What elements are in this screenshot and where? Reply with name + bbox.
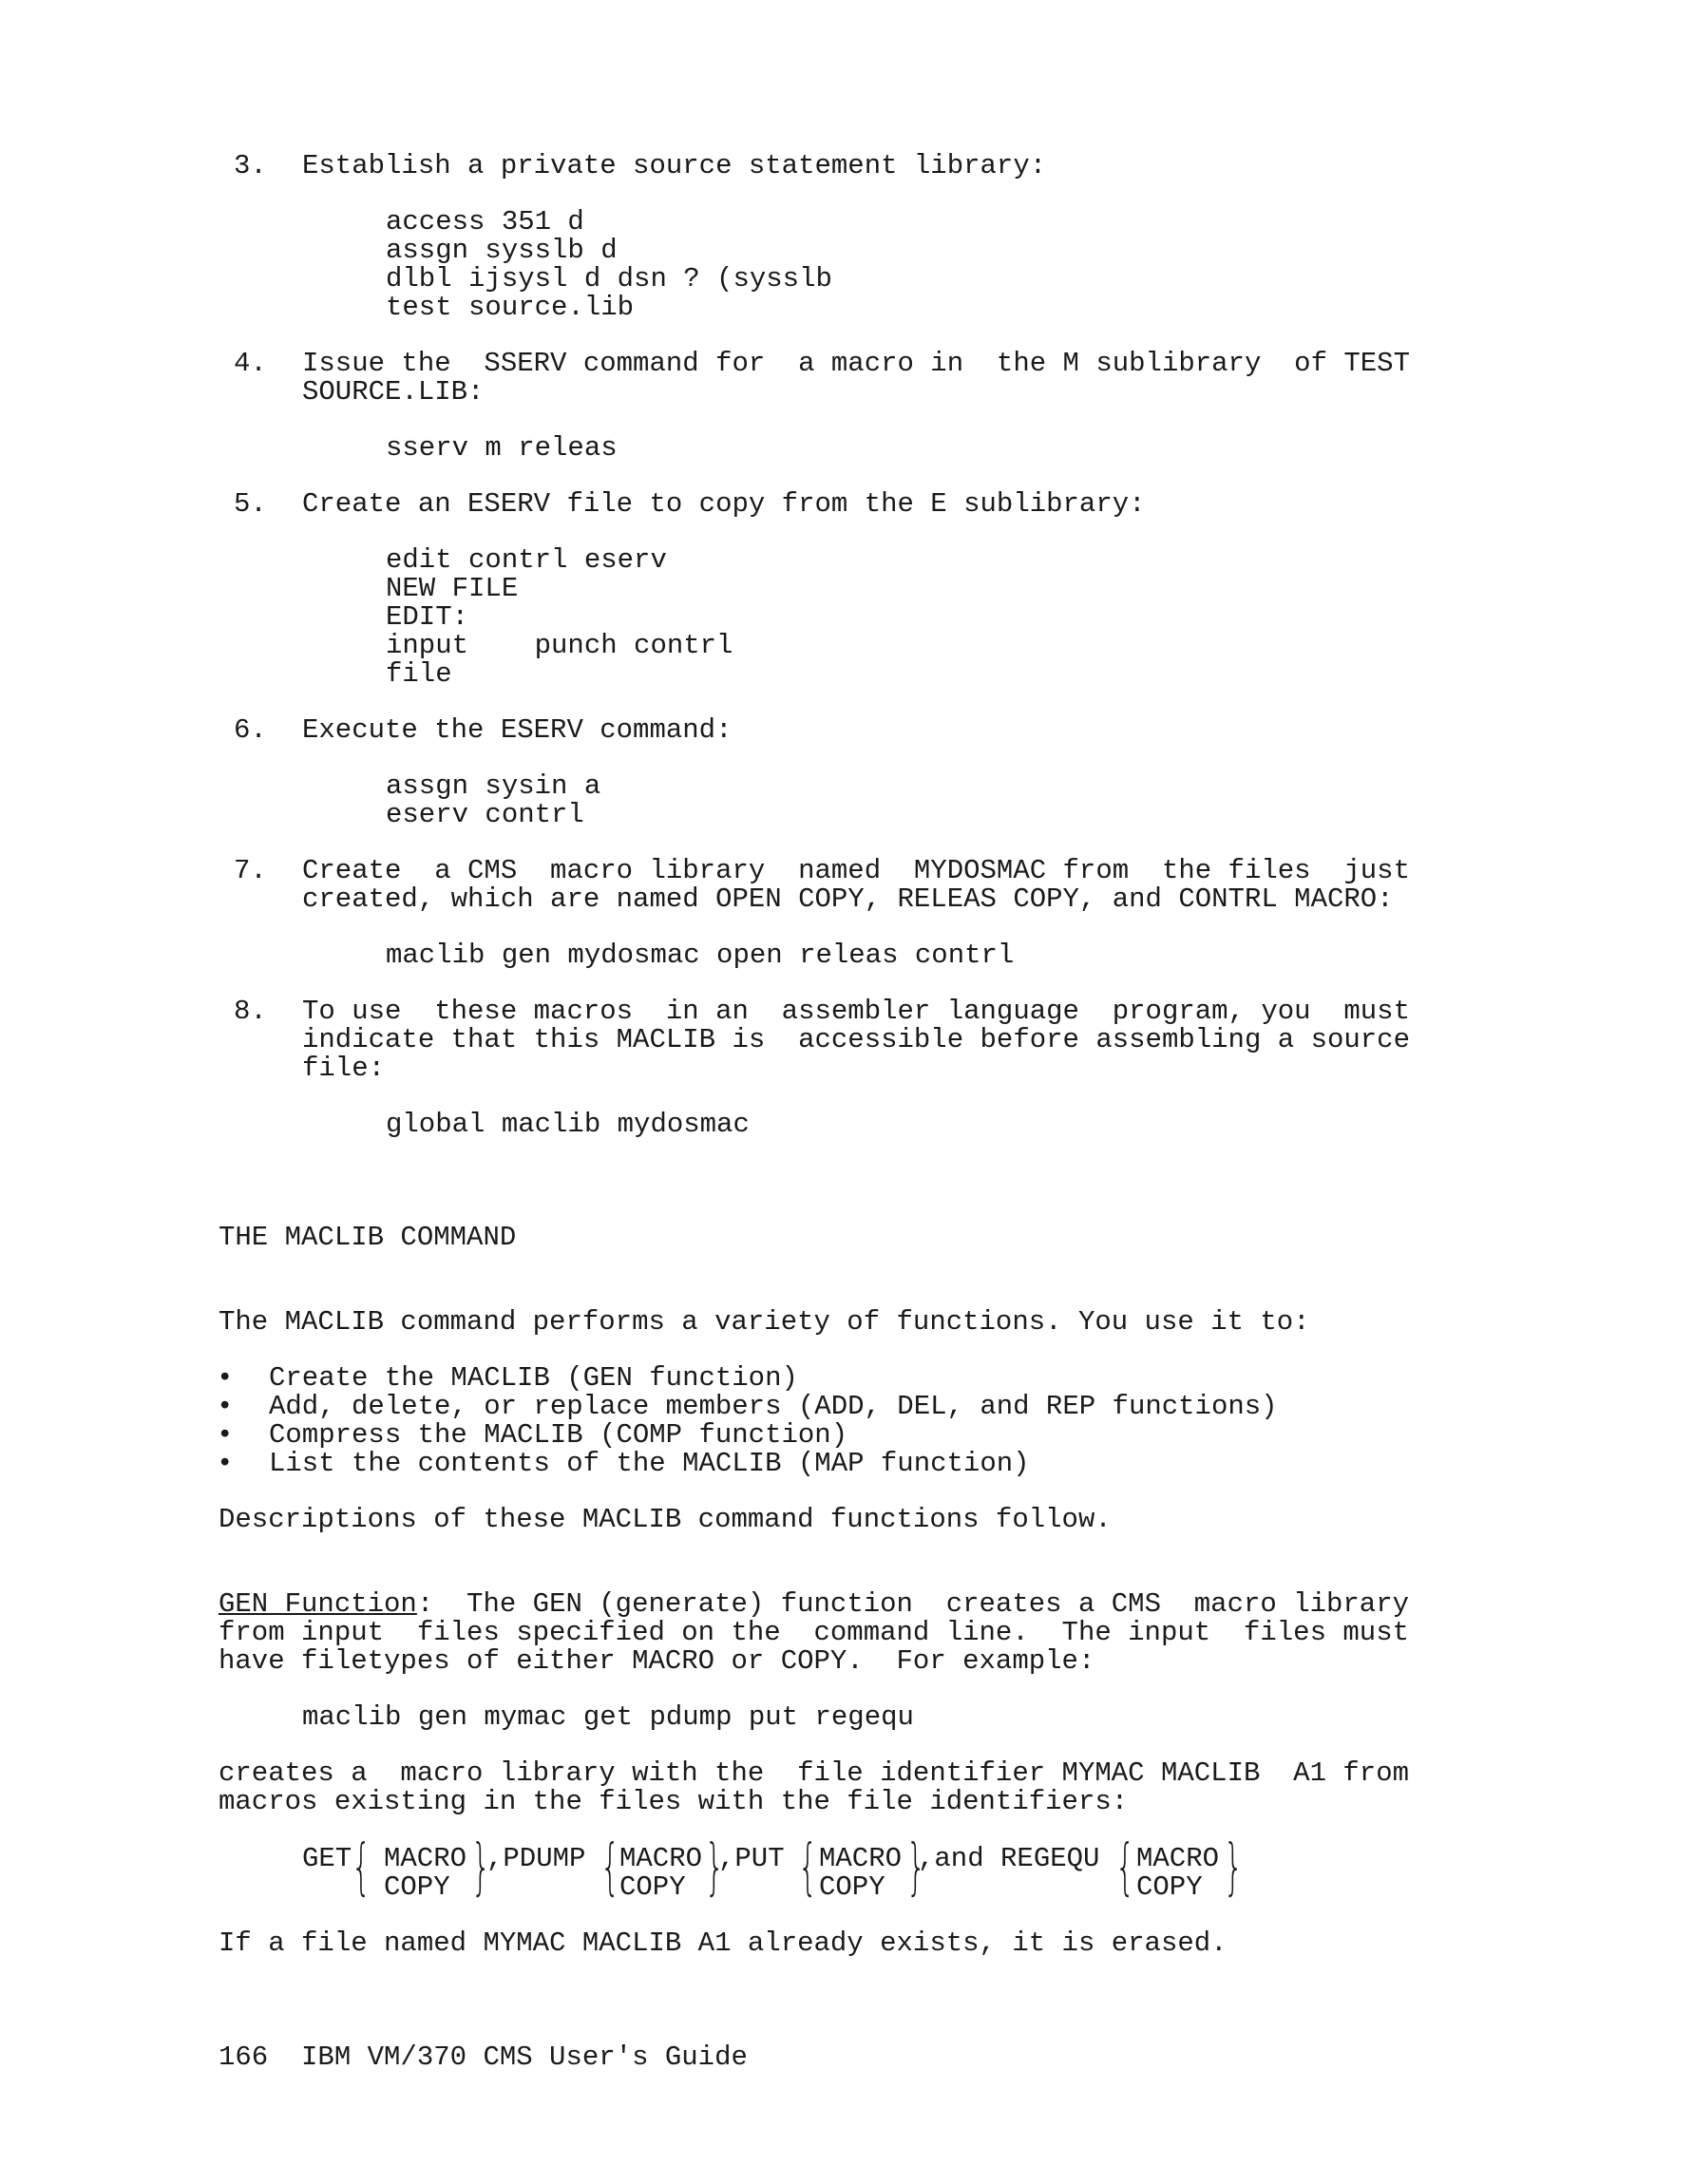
code-line: edit contrl eserv — [386, 544, 667, 576]
filespec-put: ,PUT — [718, 1843, 785, 1874]
bullet-item: List the contents of the MACLIB (MAP function) — [269, 1448, 1030, 1479]
bullet-icon: • — [217, 1448, 234, 1479]
filespec-copy: COPY — [619, 1871, 686, 1903]
step-4-text: Issue the SSERV command for a macro in the M sublibrary of TEST — [302, 348, 1410, 379]
right-brace-icon: } — [1224, 1833, 1244, 1903]
gen-function-label: GEN Function — [219, 1588, 417, 1620]
bullet-icon: • — [217, 1391, 234, 1422]
code-line: NEW FILE — [386, 573, 519, 604]
filespec-pdump: ,PDUMP — [486, 1843, 586, 1874]
step-8-text: To use these macros in an assembler language program, you must — [302, 996, 1410, 1027]
step-6-number: 6. — [234, 714, 267, 746]
filespec-macro: MACRO — [619, 1843, 703, 1874]
code-line: sserv m releas — [386, 432, 618, 464]
step-4-number: 4. — [234, 348, 267, 379]
filespec-macro: MACRO — [819, 1843, 903, 1874]
section-heading: THE MACLIB COMMAND — [219, 1222, 517, 1253]
step-7-text: Create a CMS macro library named MYDOSMAC from the files just — [302, 855, 1410, 886]
step-4-text-cont: SOURCE.LIB: — [302, 376, 485, 408]
code-line: input punch contrl — [386, 630, 733, 661]
step-7-text-cont: created, which are named OPEN COPY, RELEAS COPY, and CONTRL MACRO: — [302, 883, 1394, 915]
left-brace-icon: { — [798, 1833, 818, 1903]
code-line: eserv contrl — [386, 799, 584, 830]
code-line: dlbl ijsysl d dsn ? (sysslb — [386, 263, 832, 294]
code-line: maclib gen mydosmac open releas contrl — [386, 940, 1015, 971]
right-brace-icon: } — [471, 1833, 491, 1903]
step-3-text: Establish a private source statement library: — [302, 150, 1047, 181]
bullet-item: Compress the MACLIB (COMP function) — [269, 1419, 848, 1451]
page-footer: 166 IBM VM/370 CMS User's Guide — [219, 2042, 748, 2073]
left-brace-icon: { — [600, 1833, 620, 1903]
right-brace-icon: } — [705, 1833, 725, 1903]
left-brace-icon: { — [1115, 1833, 1135, 1903]
step-5-text: Create an ESERV file to copy from the E sublibrary: — [302, 488, 1146, 520]
right-brace-icon: } — [906, 1833, 926, 1903]
filespec-macro: MACRO — [1136, 1843, 1220, 1874]
gen-creates-line-1: creates a macro library with the file identifier MYMAC MACLIB A1 from — [219, 1757, 1410, 1789]
gen-paragraph-line-2: from input files specified on the command line. The input files must — [219, 1617, 1410, 1648]
filespec-and-regequ: ,and REGEQU — [918, 1843, 1100, 1874]
gen-paragraph-rest: : The GEN (generate) function creates a CMS macro library — [416, 1588, 1410, 1620]
bullet-item: Create the MACLIB (GEN function) — [269, 1362, 798, 1394]
bullet-item: Add, delete, or replace members (ADD, DEL, and REP functions) — [269, 1391, 1278, 1422]
gen-paragraph-line-3: have filetypes of either MACRO or COPY. For example: — [219, 1645, 1095, 1677]
code-line: assgn sysslb d — [386, 235, 618, 266]
filespec-copy: COPY — [384, 1871, 450, 1903]
step-7-number: 7. — [234, 855, 267, 886]
gen-erased-note: If a file named MYMAC MACLIB A1 already exists, it is erased. — [219, 1928, 1228, 1959]
step-8-number: 8. — [234, 996, 267, 1027]
step-5-number: 5. — [234, 488, 267, 520]
code-line: assgn sysin a — [386, 770, 601, 802]
step-6-text: Execute the ESERV command: — [302, 714, 733, 746]
filespec-get: GET — [302, 1843, 352, 1874]
gen-paragraph-line-1 — [219, 1590, 1409, 1619]
code-line: test source.lib — [386, 292, 635, 323]
section-intro: The MACLIB command performs a variety of functions. You use it to: — [219, 1306, 1310, 1338]
bullet-icon: • — [217, 1362, 234, 1394]
filespec-macro: MACRO — [384, 1843, 467, 1874]
filespec-copy: COPY — [1136, 1871, 1203, 1903]
step-8-text-cont: indicate that this MACLIB is accessible before assembling a source — [302, 1024, 1410, 1055]
code-line: global maclib mydosmac — [386, 1109, 750, 1140]
step-8-text-cont: file: — [302, 1053, 386, 1084]
code-line: file — [386, 658, 452, 690]
step-3-number: 3. — [234, 150, 267, 181]
code-line: EDIT: — [386, 601, 469, 633]
left-brace-icon: { — [352, 1833, 371, 1903]
gen-creates-line-2: macros existing in the files with the file identifiers: — [219, 1786, 1129, 1817]
gen-example-code: maclib gen mymac get pdump put regequ — [302, 1701, 914, 1733]
descriptions-follow: Descriptions of these MACLIB command functions follow. — [219, 1504, 1112, 1535]
filespec-copy: COPY — [819, 1871, 885, 1903]
bullet-icon: • — [217, 1419, 234, 1451]
code-line: access 351 d — [386, 206, 584, 237]
